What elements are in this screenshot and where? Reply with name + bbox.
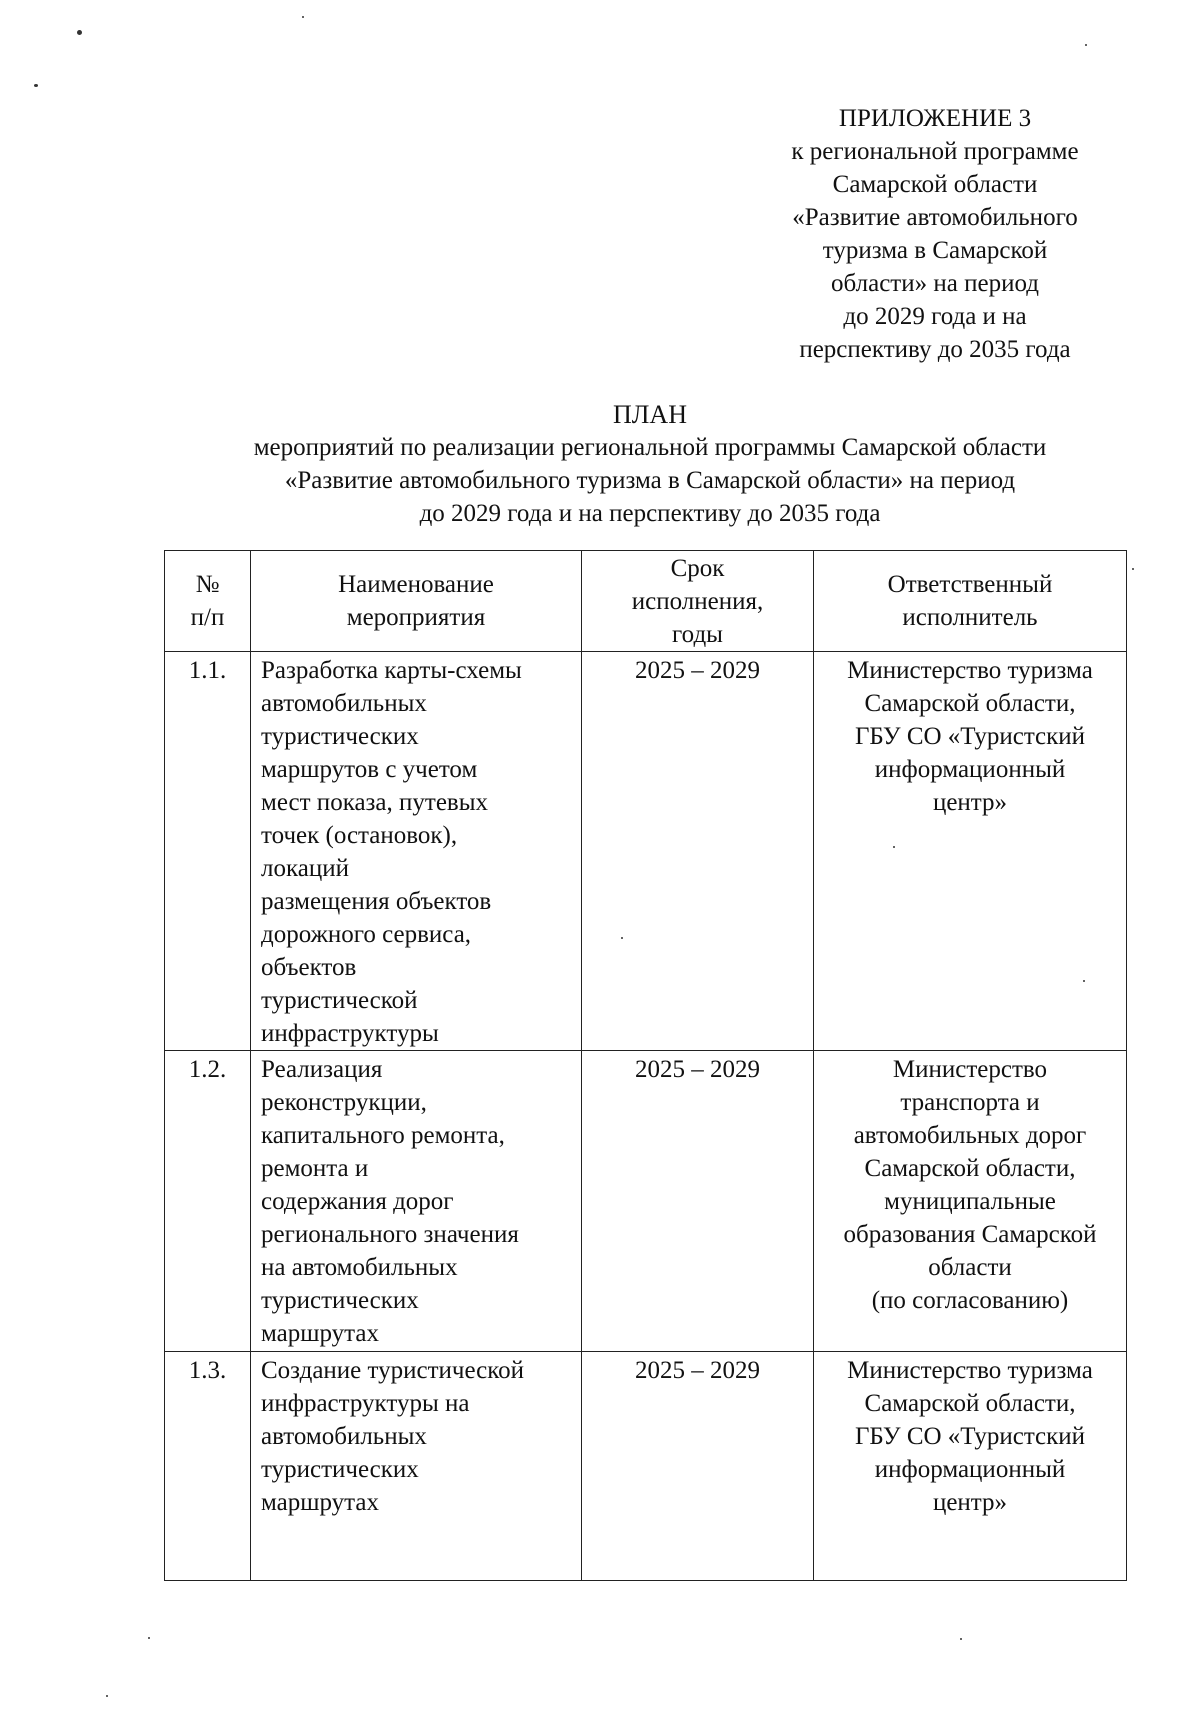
row-responsible: Министерство транспорта и автомобильных дорог Самарской области, муниципальные образования Самарской области (по согласованию)	[814, 1051, 1127, 1352]
row-term: 2025 – 2029	[582, 1051, 814, 1352]
scan-speck	[302, 16, 304, 18]
plan-subtitle-line: «Развитие автомобильного туризма в Самарской области» на период	[284, 467, 1016, 494]
appendix-line: туризма в Самарской	[822, 237, 1048, 264]
table-header-row	[165, 551, 1127, 652]
scan-speck	[1132, 568, 1134, 570]
appendix-line: перспективу до 2035 года	[799, 336, 1071, 363]
appendix-line: области» на период	[831, 270, 1039, 297]
appendix-line: «Развитие автомобильного	[792, 204, 1078, 231]
plan-table	[164, 550, 1127, 1581]
plan-heading	[100, 398, 1200, 530]
row-activity-name: Создание туристической инфраструктуры на автомобильных туристических маршрутах	[251, 1352, 582, 1581]
row-responsible: Министерство туризма Самарской области, ГБУ СО «Туристский информационный центр»	[814, 652, 1127, 1051]
row-number: 1.2.	[165, 1051, 251, 1352]
appendix-line: до 2029 года и на	[843, 303, 1027, 330]
row-term: 2025 – 2029	[582, 652, 814, 1051]
scan-speck	[148, 1637, 150, 1639]
row-term: 2025 – 2029	[582, 1352, 814, 1581]
row-activity-name: Разработка карты-схемы автомобильных туристических маршрутов с учетом мест показа, путевых точек (остановок), локаций размещения объектов дорожного сервиса, объектов туристической инфраструктуры	[251, 652, 582, 1051]
header-term: Срок исполнения, годы	[582, 551, 814, 652]
plan-subtitle-line: до 2029 года и на перспективу до 2035 года	[419, 500, 881, 527]
scan-speck	[893, 846, 895, 848]
scan-speck	[621, 937, 623, 939]
table-row	[165, 1352, 1127, 1581]
table-row	[165, 652, 1127, 1051]
scan-speck	[1083, 980, 1085, 982]
scan-speck	[1085, 44, 1087, 46]
row-responsible: Министерство туризма Самарской области, ГБУ СО «Туристский информационный центр»	[814, 1352, 1127, 1581]
scan-speck	[34, 84, 38, 87]
scan-speck	[77, 30, 82, 35]
scan-speck	[960, 1638, 962, 1640]
appendix-line: Самарской области	[832, 171, 1038, 198]
header-responsible: Ответственный исполнитель	[814, 551, 1127, 652]
appendix-title: ПРИЛОЖЕНИЕ 3	[838, 105, 1032, 132]
plan-subtitle-line: мероприятий по реализации региональной программы Самарской области	[253, 434, 1047, 461]
header-activity-name: Наименование мероприятия	[251, 551, 582, 652]
plan-title: ПЛАН	[613, 400, 687, 429]
header-number: № п/п	[165, 551, 251, 652]
row-number: 1.1.	[165, 652, 251, 1051]
row-number: 1.3.	[165, 1352, 251, 1581]
table-row	[165, 1051, 1127, 1352]
scan-speck	[106, 1695, 108, 1697]
row-activity-name: Реализация реконструкции, капитального ремонта, ремонта и содержания дорог регионального значения на автомобильных туристических маршрутах	[251, 1051, 582, 1352]
appendix-line: к региональной программе	[791, 138, 1079, 165]
appendix-header	[730, 102, 1140, 366]
